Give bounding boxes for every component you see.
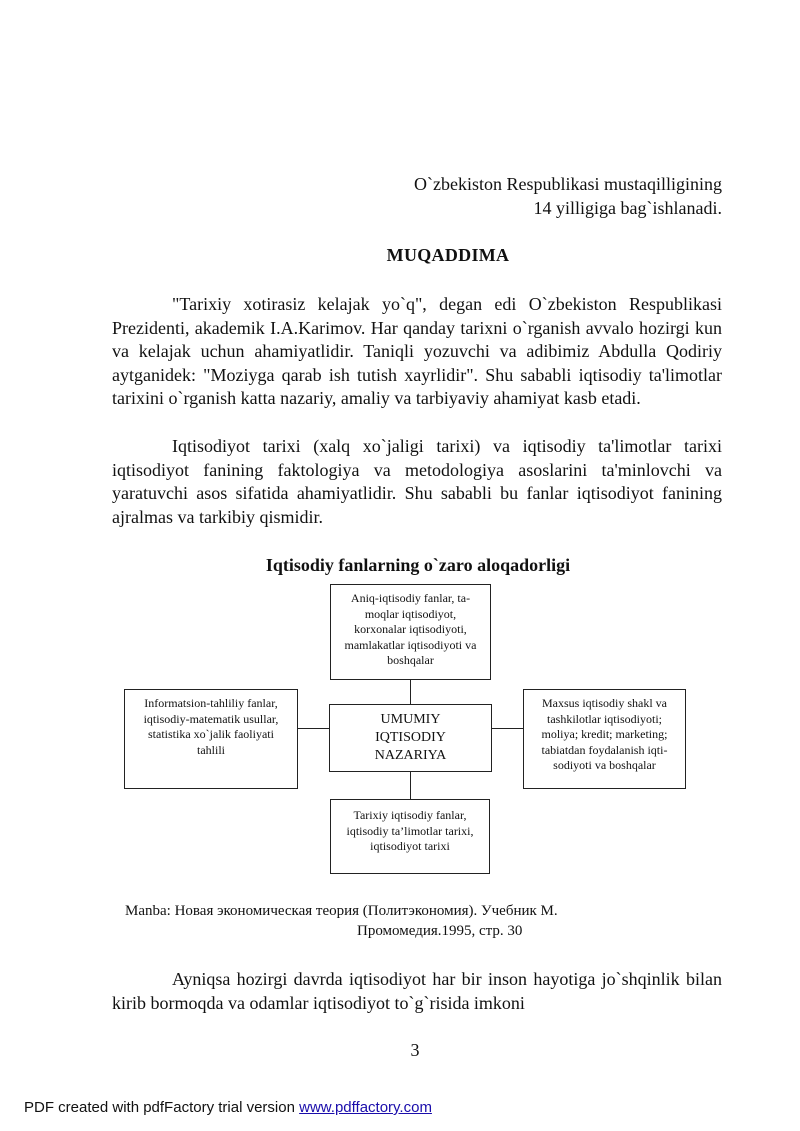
box-line: iqtisodiy ta’limotlar tarixi, <box>346 823 474 838</box>
box-line: Informatsion-tahliliy fanlar, <box>144 696 278 710</box>
footer-link[interactable]: www.pdffactory.com <box>299 1099 432 1116</box>
box-line: iqtisodiyot tarixi <box>370 839 450 853</box>
diagram-box-general-theory <box>329 704 492 772</box>
footer-text: PDF created with pdfFactory trial version <box>24 1099 300 1116</box>
pdf-footer <box>24 1098 432 1118</box>
box-line: UMUMIY <box>380 712 441 727</box>
box-line: IQTISODIY <box>375 730 446 745</box>
source-line-1: Manba: Новая экономическая теория (Политэкономия). Учебник М. <box>125 903 558 919</box>
dedication-line-2: 14 yilligiga bag`ishlanadi. <box>533 198 722 218</box>
box-line: tashkilotlar iqtisodiyoti; <box>546 711 662 726</box>
source-line-2: Промомедия.1995, стр. 30 <box>357 923 523 939</box>
diagram-title: Iqtisodiy fanlarning o`zaro aloqadorligi <box>265 555 571 575</box>
box-line: Tarixiy iqtisodiy fanlar, <box>353 808 467 822</box>
box-line: statistika xo`jalik faoliyati <box>148 727 274 741</box>
paragraph-2 <box>112 435 722 529</box>
box-line: mamlakatlar iqtisodiyoti va <box>344 637 477 652</box>
paragraph-1-text: "Tarixiy xotirasiz kelajak yo`q", degan edi O`zbekiston Respublikasi Prezidenti, akademik I.A.Karimov. Har qanday tarixni o`rganish avvalo hozirgi kun va kelajak uchun ahamiyatlidir. Taniqli yozuvchi va adibimiz Abdulla Qodiriy aytganidek: "Moziyga qarab ish tutish xayrlidir". Shu sababli iqtisodiy ta'limotlar tarixini o`rganish katta nazariy, amaliy va tarbiyaviy ahamiyat kasb etadi. <box>112 294 722 408</box>
diagram-box-historical-sciences <box>330 799 490 874</box>
box-line: iqtisodiy-matematik usullar, <box>143 711 279 726</box>
dedication <box>414 172 722 220</box>
box-line: tahlili <box>197 742 225 757</box>
paragraph-1 <box>112 293 722 411</box>
box-line: Maxsus iqtisodiy shakl va <box>541 696 667 710</box>
paragraph-3-text: Ayniqsa hozirgi davrda iqtisodiyot har bir inson hayotiga jo`shqinlik bilan kirib bormoqda va odamlar iqtisodiyot to`g`risida imkoni <box>112 969 722 1013</box>
source-citation <box>125 901 558 941</box>
diagram-box-special-economics <box>523 689 686 789</box>
box-line: boshqalar <box>387 653 434 667</box>
page-heading: MUQADDIMA <box>386 245 510 265</box>
box-line: tabiatdan foydalanish iqti- <box>541 742 668 757</box>
connector-right <box>492 728 523 729</box>
paragraph-2-text: Iqtisodiyot tarixi (xalq xo`jaligi tarixi) va iqtisodiy ta'limotlar tarixi iqtisodiyot fanining faktologiya va metodologiya asoslarini ta'minlovchi va yaratuvchi asos sifatida ahamiyatlidir. Shu sababli bu fanlar iqtisodiyot fanining ajralmas va tarkibiy qismidir. <box>112 436 722 527</box>
diagram-box-analytical-sciences <box>124 689 298 789</box>
paragraph-3 <box>112 968 722 1015</box>
box-line: Aniq-iqtisodiy fanlar, ta- <box>350 591 471 605</box>
connector-top <box>410 680 411 704</box>
box-line: moqlar iqtisodiyot, <box>364 606 457 621</box>
page-number: 3 <box>410 1040 420 1060</box>
connector-left <box>298 728 329 729</box>
connector-bottom <box>410 772 411 799</box>
dedication-line-1: O`zbekiston Respublikasi mustaqilligining <box>414 174 722 194</box>
box-line: NAZARIYA <box>374 748 447 763</box>
diagram-box-applied-economics <box>330 584 491 680</box>
box-line: moliya; kredit; marketing; <box>541 727 668 741</box>
box-line: korxonalar iqtisodiyoti, <box>354 622 467 636</box>
box-line: sodiyoti va boshqalar <box>553 758 656 772</box>
